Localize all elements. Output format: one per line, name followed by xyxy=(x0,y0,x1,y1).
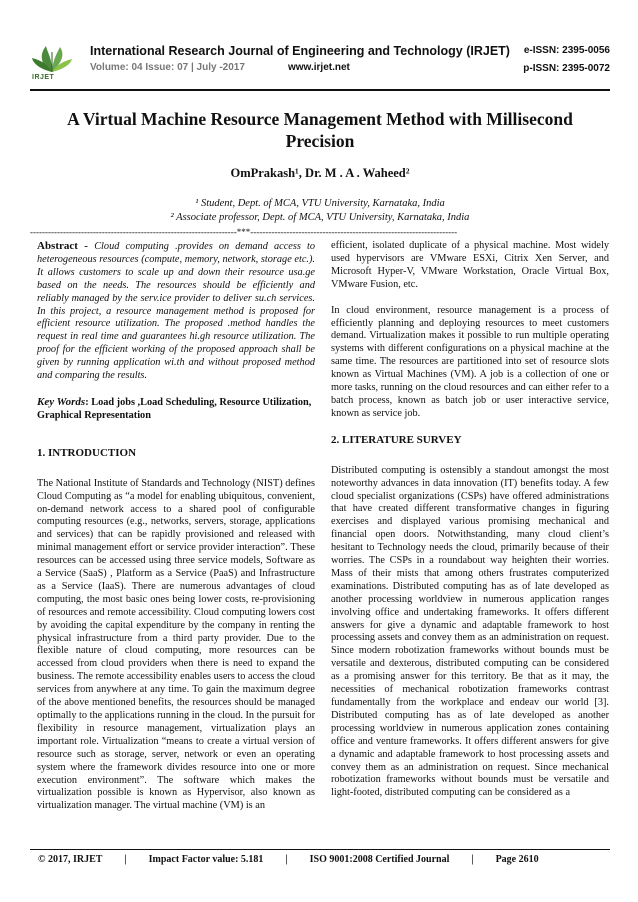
journal-website: www.irjet.net xyxy=(288,62,350,73)
abstract xyxy=(37,240,315,383)
section-divider: ---------------------------------------------------------------------***--------------------------------------------------------------------- xyxy=(30,227,458,237)
affiliation-1: ¹ Student, Dept. of MCA, VTU University, Karnataka, India xyxy=(195,198,445,209)
footer-impact-factor: Impact Factor value: 5.181 xyxy=(148,854,264,865)
left-column xyxy=(37,240,315,826)
page-footer xyxy=(38,854,618,865)
footer-divider xyxy=(30,849,610,850)
paper-authors: OmPrakash¹, Dr. M . A . Waheed² xyxy=(230,166,410,180)
section-heading-literature-survey: 2. LITERATURE SURVEY xyxy=(331,433,462,446)
paper-title: A Virtual Machine Resource Management Method with Millisecond Precision xyxy=(67,109,573,151)
journal-name: International Research Journal of Engineering and Technology (IRJET) xyxy=(90,44,510,58)
footer-page-number: Page 2610 xyxy=(495,854,539,865)
journal-header xyxy=(30,44,610,84)
footer-separator: | xyxy=(471,854,474,865)
keywords xyxy=(37,396,315,423)
footer-separator: | xyxy=(285,854,288,865)
keywords-text: Load jobs ,Load Scheduling, Resource Utilization, Graphical Representation xyxy=(37,396,312,421)
header-divider xyxy=(30,89,610,91)
abstract-label: Abstract - xyxy=(37,240,95,252)
right-column xyxy=(331,240,609,813)
e-issn: e-ISSN: 2395-0056 xyxy=(523,45,610,56)
keywords-label: Key Words xyxy=(37,395,86,408)
p-issn: p-ISSN: 2395-0072 xyxy=(523,63,610,74)
logo-wordmark: IRJET xyxy=(32,74,55,81)
leaf-logo-icon xyxy=(30,44,74,74)
footer-separator: | xyxy=(124,854,127,865)
section-heading-introduction: 1. INTRODUCTION xyxy=(37,446,137,459)
resource-management-paragraph: In cloud environment, resource management is a process of efficiently planning and deploying resources to meet customers demand. Virtualization makes it possible to run multiple operating systems with different configurations on a physical machine at the same time. The resources are partitioned into set of resource slots known as Virtual Machines (VM). A job is a collection of one or more tasks, running on the cloud resources and can either refer to a batch process, known as batch job or user interactive service, known as service job. xyxy=(331,304,609,419)
literature-survey-paragraph: Distributed computing is ostensibly a standout amongst the most noteworthy advances in data innovation (IT) benefits today. A few cloud specialist organizations (CSPs) have offered administrations that have created different transformative changes in figuring exercises and displayed various promising mechanical and financial open doors. Notwithstanding, many cloud client’s hesitant to Technology needs the cloud, primarily because of their worries. The CSPs in a roundabout way heighten their worries. Mass of their mists that among others frustrates computerized examinations. Distributed computing has as of late developed as another processing worldview in numerous application ranges involving office and undertaking frameworks. It offers different answers for give a dynamic and adaptable framework to host processing assets and convey them as an administration on request. Since modern robotization frameworks without bounds must be versatile and dexterous, distributed computing can be considered as a promising answer for this territory. Be that as it may, the necessities of mechanical robotization frameworks contrast fundamentally from the workplace and endeav our world [3]. Distributed computing has as of late developed as another processing worldview in numerous application zones containing office and venture frameworks. It offers different answers for give a dynamic and adaptable framework to host processing assets and convey them as an administration on request. Since mechanical robotization frameworks without bounds must be versatile and light-footed, distributed computing can be considered as a xyxy=(331,464,609,799)
intro-continuation-paragraph: efficient, isolated duplicate of a physical machine. Most widely used hypervisors are VMware ESXi, Citrix Xen Server, and Microsoft Hyper-V, VMware Workstation, Oracle Virtual Box, VMware Fusion, etc. xyxy=(331,240,609,290)
footer-iso: ISO 9001:2008 Certified Journal xyxy=(309,854,450,865)
irjet-logo xyxy=(30,44,74,84)
affiliation-2: ² Associate professor, Dept. of MCA, VTU University, Karnataka, India xyxy=(170,212,470,223)
introduction-paragraph: The National Institute of Standards and Technology (NIST) defines Cloud Computing as “a model for enabling ubiquitous, convenient, on-demand network access to a shared pool of configurable computing resources (e.g., networks, servers, storage, applications and services) that can be rapidly provisioned and released with minimal management effort or service provider interaction”. These resources can be accessed using three service models, Software as a Service (SaaS) , Platform as a Service (PaaS) and Infrastructure as a Service (IaaS). There are numerous advantages of cloud computing, the most basic ones being lower costs, re-provisioning of resources and remote accessibility. Cloud computing lowers cost by avoiding the capital expenditure by the company in renting the physical infrastructure from a third party provider. Due to the flexible nature of cloud computing, more resources can be accessed from cloud providers when there is need to expand the business. The remote accessibility enables users to access the cloud services from anywhere at any time. To gain the maximum degree of the above mentioned benefits, the resources should be managed optimally to the applications running in the cloud. In the pursuit for flexibility in resource management, virtualization plays an important role. Virtualization “means to create a virtual version of resource such as storage, server, network or even an operating system where the framework divides resource into one or more execution environment”. The software which makes the virtualization possible is known as Hypervisor, also known as virtualization manager. The virtual machine (VM) is an xyxy=(37,477,315,812)
volume-issue: Volume: 04 Issue: 07 | July -2017 xyxy=(90,62,245,73)
abstract-text: Cloud computing .provides on demand access to heterogeneous resources (compute, memory, network, storage etc.). It allows customers to scale up and down their resource usa.ge based on the needs. The resources should be efficiently and reliably managed by the serv.ice provider to deliver su.ch services. In this project, a resource management method is proposed for efficient resource utilization. The proposed .method handles the request in real time and guarantees hi.gh resource utilization. The proof for the efficient working of the proposed approach shall be given by running application wi.th and without proposed method and comparing the results. xyxy=(37,241,315,382)
footer-copyright: © 2017, IRJET xyxy=(38,854,103,865)
keywords-separator: : xyxy=(85,396,92,408)
